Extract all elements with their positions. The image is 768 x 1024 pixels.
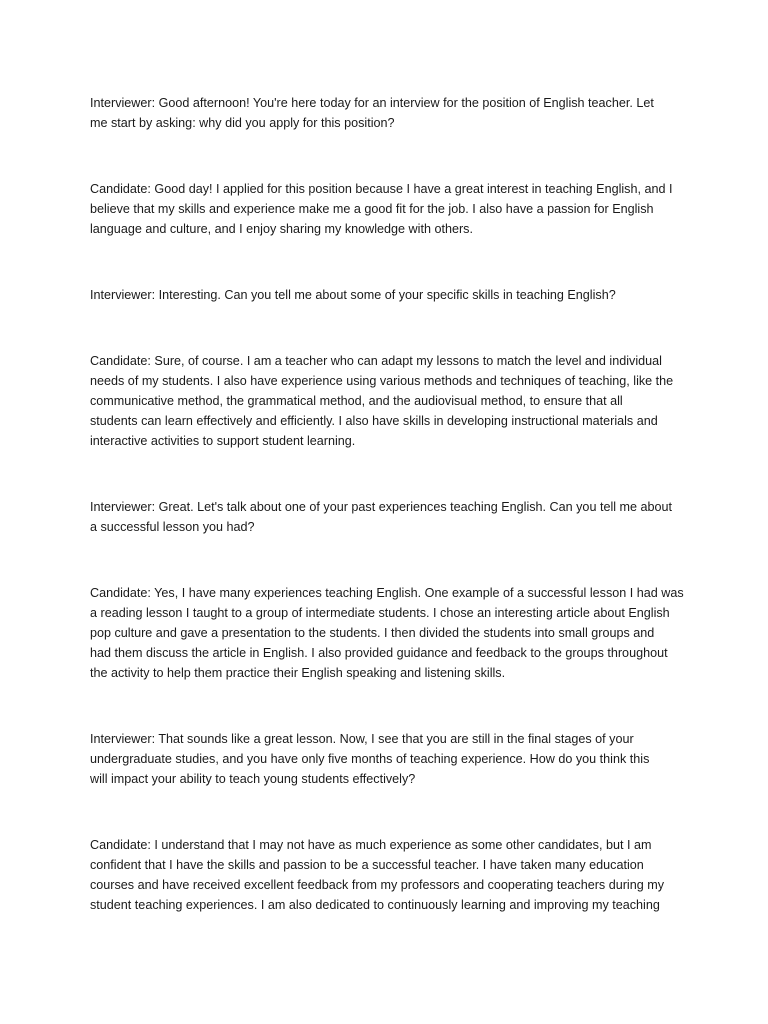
text-line: a reading lesson I taught to a group of intermediate students. I chose an interesting article about English [90,606,670,620]
interviewer-paragraph-2 [90,285,680,305]
text-line: undergraduate studies, and you have only five months of teaching experience. How do you think this [90,752,650,766]
interviewer-paragraph-1 [90,93,680,133]
text-line: confident that I have the skills and passion to be a successful teacher. I have taken many education [90,858,644,872]
text-line: language and culture, and I enjoy sharing my knowledge with others. [90,222,473,236]
text-line: Interviewer: That sounds like a great lesson. Now, I see that you are still in the final stages of your [90,732,634,746]
text-line: will impact your ability to teach young students effectively? [90,772,416,786]
text-line: believe that my skills and experience make me a good fit for the job. I also have a passion for English [90,202,654,216]
text-line: communicative method, the grammatical method, and the audiovisual method, to ensure that all [90,394,623,408]
text-line: Candidate: Good day! I applied for this position because I have a great interest in teaching English, and I [90,182,673,196]
text-line: had them discuss the article in English. I also provided guidance and feedback to the groups throughout [90,646,668,660]
text-line: Candidate: Sure, of course. I am a teacher who can adapt my lessons to match the level and individual [90,354,662,368]
text-line: a successful lesson you had? [90,520,255,534]
candidate-paragraph-2 [90,351,680,451]
candidate-paragraph-4 [90,835,680,915]
candidate-paragraph-3 [90,583,684,683]
interviewer-paragraph-3 [90,497,680,537]
text-line: Candidate: Yes, I have many experiences teaching English. One example of a successful lesson I had was [90,586,684,600]
document-body [90,93,684,961]
interviewer-paragraph-4 [90,729,680,789]
text-line: courses and have received excellent feedback from my professors and cooperating teachers during my [90,878,665,892]
text-line: student teaching experiences. I am also dedicated to continuously learning and improving my teaching [90,898,660,912]
text-line: Interviewer: Interesting. Can you tell me about some of your specific skills in teaching English? [90,288,616,302]
text-line: students can learn effectively and efficiently. I also have skills in developing instructional materials and [90,414,658,428]
candidate-paragraph-1 [90,179,680,239]
text-line: needs of my students. I also have experience using various methods and techniques of teaching, like the [90,374,674,388]
text-line: Interviewer: Great. Let's talk about one of your past experiences teaching English. Can you tell me about [90,500,673,514]
text-line: Candidate: I understand that I may not have as much experience as some other candidates, but I am [90,838,652,852]
text-line: interactive activities to support student learning. [90,434,356,448]
text-line: the activity to help them practice their English speaking and listening skills. [90,666,506,680]
text-line: me start by asking: why did you apply for this position? [90,116,395,130]
text-line: Interviewer: Good afternoon! You're here today for an interview for the position of English teacher. Let [90,96,654,110]
text-line: pop culture and gave a presentation to the students. I then divided the students into small groups and [90,626,655,640]
